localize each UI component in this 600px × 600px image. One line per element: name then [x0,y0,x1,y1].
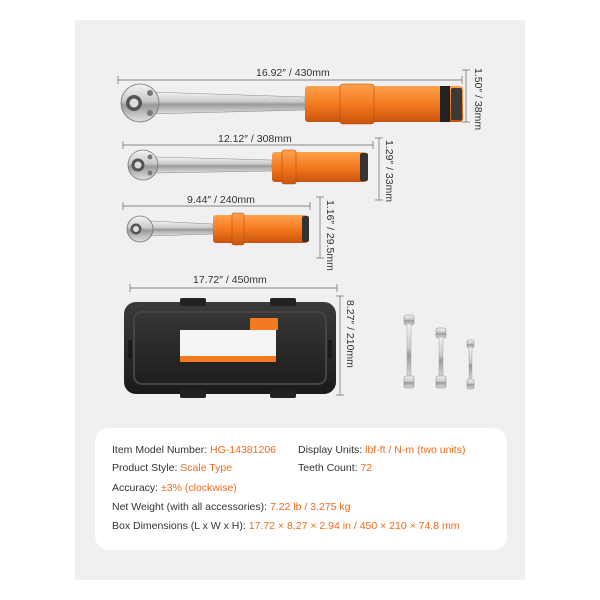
large-height-label: 1.50″ / 38mm [472,68,484,131]
spec-teeth-value: 72 [360,462,373,474]
small-torque-wrench [127,213,309,245]
spec-teeth-label: Teeth Count: [298,462,361,474]
spec-teeth [298,462,372,474]
spec-box-dimensions [112,520,459,532]
medium-height-label: 1.29″ / 33mm [383,140,395,203]
carry-case [124,298,336,398]
spec-display-units-label: Display Units: [298,444,366,456]
spec-display-units [298,444,465,456]
large-length-label: 16.92″ / 430mm [256,67,330,79]
extension-bars [404,315,474,389]
spec-display-units-value: lbf-ft / N-m (two units) [365,444,466,456]
spec-model-label: Item Model Number: [112,444,211,456]
spec-accuracy [112,482,237,494]
spec-box-value: 17.72 × 8.27 × 2.94 in / 450 × 210 × 74.8 mm [248,520,460,532]
spec-style-value: Scale Type [180,462,233,474]
spec-box-label: Box Dimensions (L x W x H): [112,520,249,532]
case-height-label: 8.27″ / 210mm [344,300,356,368]
medium-length-label: 12.12″ / 308mm [218,133,292,145]
spec-style-label: Product Style: [112,462,181,474]
spec-accuracy-value: ±3% (clockwise) [161,482,237,494]
case-length-label: 17.72″ / 450mm [193,274,267,286]
large-torque-wrench [121,84,463,124]
small-length-label: 9.44″ / 240mm [187,194,255,206]
spec-weight [112,501,351,513]
small-height-label: 1.16″ / 29.5mm [324,200,336,271]
medium-torque-wrench [128,150,368,184]
spec-accuracy-label: Accuracy: [112,482,162,494]
spec-weight-value: 7.22 lb / 3.275 kg [269,501,351,513]
spec-style [112,462,232,474]
spec-weight-label: Net Weight (with all accessories): [112,501,270,513]
spec-model-value: HG-14381206 [210,444,277,456]
spec-model [112,444,276,456]
